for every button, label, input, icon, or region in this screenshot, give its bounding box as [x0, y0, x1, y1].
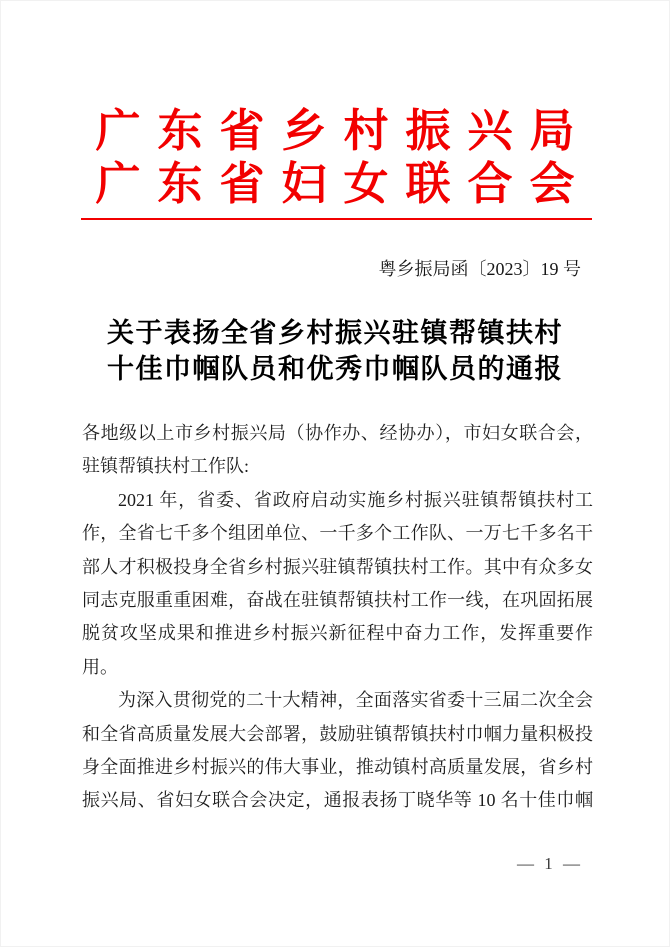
body-text-line: 同志克服重重困难，奋战在驻镇帮镇扶村工作一线，在巩固拓展 [82, 590, 593, 611]
body-text-line: 和全省高质量发展大会部署，鼓励驻镇帮镇扶村巾帼力量积极投 [82, 723, 593, 744]
body-text-line: 脱贫攻坚成果和推进乡村振兴新征程中奋力工作，发挥重要作 [82, 623, 593, 644]
document-title-line-1: 关于表扬全省乡村振兴驻镇帮镇扶村 [107, 318, 563, 348]
document-title-line-2: 十佳巾帼队员和优秀巾帼队员的通报 [107, 354, 563, 384]
body-text-line: 身全面推进乡村振兴的伟大事业，推动镇村高质量发展，省乡村 [82, 757, 593, 778]
body-text-line: 振兴局、省妇女联合会决定，通报表扬丁晓华等 10 名十佳巾帼 [82, 790, 593, 811]
body-text-line: 各地级以上市乡村振兴局（协作办、经协办），市妇女联合会， [82, 423, 593, 443]
issuing-org-line-1: 广东省乡村振兴局 [95, 106, 592, 156]
issuing-org-line-2: 广东省妇女联合会 [95, 159, 592, 209]
document-reference-number: 粤乡振局函〔2023〕19 号 [378, 259, 581, 279]
body-text-line: 用。 [82, 656, 118, 677]
body-text-line: 2021 年，省委、省政府启动实施乡村振兴驻镇帮镇扶村工 [118, 489, 593, 510]
document-title [1, 315, 669, 387]
body-text-line: 部人才积极投身全省乡村振兴驻镇帮镇扶村工作。其中有众多女 [82, 556, 593, 577]
body-text-line: 作，全省七千多个组团单位、一千多个工作队、一万七千多名干 [82, 523, 593, 544]
page-number: — 1 — [517, 854, 583, 873]
body-text-line: 为深入贯彻党的二十大精神，全面落实省委十三届二次全会 [118, 690, 593, 711]
red-divider-line [81, 218, 592, 220]
body-text-line: 驻镇帮镇扶村工作队: [82, 456, 250, 477]
letterhead [1, 105, 669, 211]
document-body [82, 417, 593, 818]
